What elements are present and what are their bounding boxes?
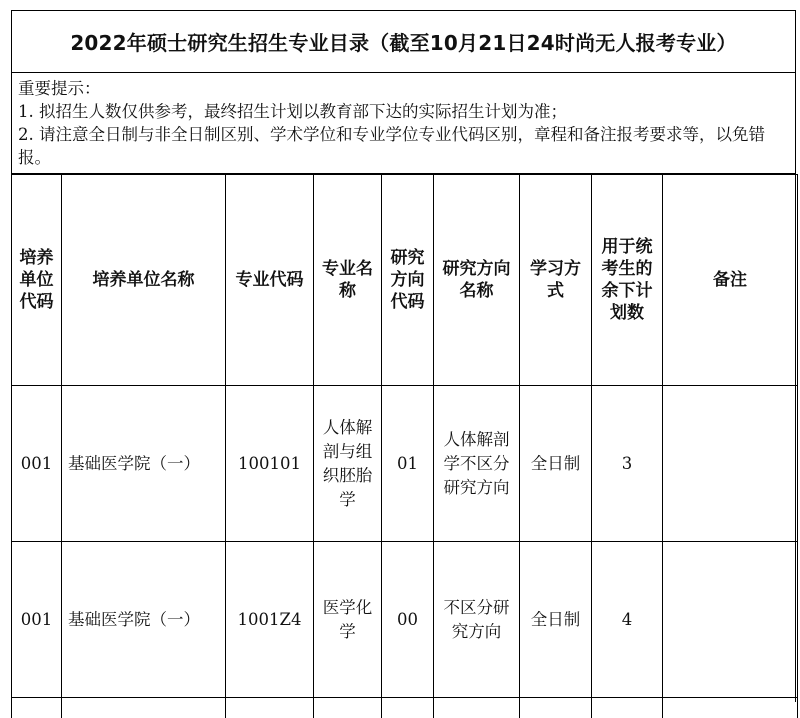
program-table	[11, 174, 798, 718]
notice-item-1: 1. 拟招生人数仅供参考，最终招生计划以教育部下达的实际招生计划为准；	[18, 102, 567, 121]
table-row	[12, 386, 798, 542]
cell-unit-code: 001	[12, 386, 62, 542]
notice-box	[12, 73, 795, 174]
cell-remaining-quota: 3	[592, 386, 663, 542]
cell-unit-name: 基础医学院（一）	[62, 386, 226, 542]
col-header-unit-name: 培养单位名称	[62, 175, 226, 386]
cell-major-code: 100101	[226, 386, 314, 542]
cell-major-name: 医学化学	[314, 542, 382, 698]
cell-major-code: 1001Z4	[226, 542, 314, 698]
cell-remarks	[663, 542, 798, 698]
document-frame	[11, 10, 796, 702]
col-header-remaining-quota: 用于统考生的余下计划数	[592, 175, 663, 386]
table-row-partial	[12, 698, 798, 718]
cell-direction-name: 人体解剖学不区分研究方向	[434, 386, 520, 542]
cell-unit-name: 基础医学院（一）	[62, 542, 226, 698]
cell-remaining-quota: 4	[592, 542, 663, 698]
table-header-row	[12, 175, 798, 386]
cell-remarks	[663, 386, 798, 542]
table-row	[12, 542, 798, 698]
col-header-major-code: 专业代码	[226, 175, 314, 386]
cell-study-mode: 全日制	[520, 386, 592, 542]
col-header-direction-code: 研究方向代码	[382, 175, 434, 386]
cell-direction-code: 00	[382, 542, 434, 698]
col-header-unit-code: 培养单位代码	[12, 175, 62, 386]
page-title: 2022年硕士研究生招生专业目录（截至10月21日24时尚无人报考专业）	[12, 11, 795, 73]
cell-major-name: 人体解剖与组织胚胎学	[314, 386, 382, 542]
col-header-direction-name: 研究方向名称	[434, 175, 520, 386]
notice-item-2: 2. 请注意全日制与非全日制区别、学术学位和专业学位专业代码区别，章程和备注报考要求等，以免错报。	[18, 125, 765, 167]
col-header-study-mode: 学习方式	[520, 175, 592, 386]
col-header-remarks: 备注	[663, 175, 798, 386]
cell-direction-name: 不区分研究方向	[434, 542, 520, 698]
col-header-major-name: 专业名称	[314, 175, 382, 386]
cell-unit-code: 001	[12, 542, 62, 698]
cell-direction-code: 01	[382, 386, 434, 542]
notice-heading: 重要提示：	[18, 79, 101, 98]
cell-study-mode: 全日制	[520, 542, 592, 698]
